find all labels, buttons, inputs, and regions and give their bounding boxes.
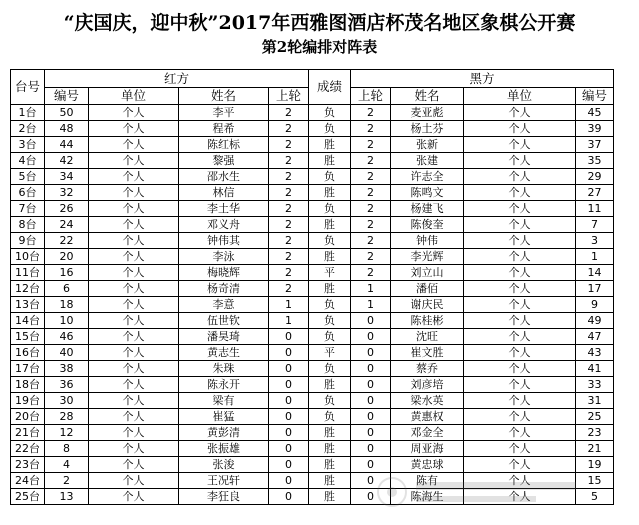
black-unit-cell: 个人: [464, 345, 576, 361]
red-unit-cell: 个人: [89, 313, 179, 329]
black-num-cell: 17: [576, 281, 614, 297]
table-row: [11, 265, 614, 281]
red-num-cell: 22: [45, 233, 89, 249]
black-num-cell: 5: [576, 489, 614, 505]
red-name-cell: 杨奇清: [179, 281, 269, 297]
black-name-cell: 陈桂彬: [391, 313, 464, 329]
black-num-cell: 19: [576, 457, 614, 473]
red-name-cell: 程希: [179, 121, 269, 137]
black-prev-cell: 2: [351, 265, 391, 281]
black-unit-cell: 个人: [464, 265, 576, 281]
board-cell: 23台: [11, 457, 45, 473]
red-prev-cell: 2: [269, 137, 309, 153]
red-name-cell: 邵水生: [179, 169, 269, 185]
red-prev-cell: 0: [269, 361, 309, 377]
red-num-cell: 13: [45, 489, 89, 505]
header-red-prev: 上轮: [269, 88, 309, 105]
black-name-cell: 梁水英: [391, 393, 464, 409]
black-prev-cell: 2: [351, 169, 391, 185]
red-unit-cell: 个人: [89, 233, 179, 249]
result-cell: 负: [309, 313, 351, 329]
red-name-cell: 李意: [179, 297, 269, 313]
red-prev-cell: 2: [269, 169, 309, 185]
black-prev-cell: 2: [351, 201, 391, 217]
black-prev-cell: 0: [351, 489, 391, 505]
result-cell: 胜: [309, 377, 351, 393]
red-prev-cell: 2: [269, 249, 309, 265]
result-cell: 胜: [309, 457, 351, 473]
red-name-cell: 黄彭清: [179, 425, 269, 441]
black-prev-cell: 2: [351, 121, 391, 137]
table-row: [11, 425, 614, 441]
table-row: [11, 281, 614, 297]
black-num-cell: 45: [576, 105, 614, 121]
result-cell: 胜: [309, 473, 351, 489]
table-row: [11, 329, 614, 345]
table-row: [11, 313, 614, 329]
red-num-cell: 10: [45, 313, 89, 329]
red-name-cell: 李平: [179, 105, 269, 121]
table-row: [11, 489, 614, 505]
black-unit-cell: 个人: [464, 313, 576, 329]
black-num-cell: 37: [576, 137, 614, 153]
result-cell: 胜: [309, 185, 351, 201]
black-name-cell: 杨土芬: [391, 121, 464, 137]
red-unit-cell: 个人: [89, 201, 179, 217]
red-num-cell: 32: [45, 185, 89, 201]
result-cell: 平: [309, 345, 351, 361]
header-red: 红方: [45, 70, 309, 88]
red-prev-cell: 2: [269, 185, 309, 201]
red-num-cell: 42: [45, 153, 89, 169]
black-prev-cell: 2: [351, 153, 391, 169]
board-cell: 17台: [11, 361, 45, 377]
red-unit-cell: 个人: [89, 169, 179, 185]
black-prev-cell: 0: [351, 425, 391, 441]
red-num-cell: 50: [45, 105, 89, 121]
red-unit-cell: 个人: [89, 265, 179, 281]
black-prev-cell: 0: [351, 441, 391, 457]
table-row: [11, 121, 614, 137]
board-cell: 22台: [11, 441, 45, 457]
black-name-cell: 张建: [391, 153, 464, 169]
result-cell: 负: [309, 409, 351, 425]
black-prev-cell: 2: [351, 105, 391, 121]
result-cell: 负: [309, 297, 351, 313]
black-unit-cell: 个人: [464, 249, 576, 265]
header-black-num: 编号: [576, 88, 614, 105]
black-name-cell: 潘佰: [391, 281, 464, 297]
board-cell: 2台: [11, 121, 45, 137]
black-prev-cell: 0: [351, 361, 391, 377]
black-prev-cell: 2: [351, 249, 391, 265]
result-cell: 胜: [309, 249, 351, 265]
board-cell: 12台: [11, 281, 45, 297]
red-unit-cell: 个人: [89, 105, 179, 121]
red-name-cell: 潘昊琦: [179, 329, 269, 345]
table-row: [11, 377, 614, 393]
result-cell: 胜: [309, 489, 351, 505]
black-unit-cell: 个人: [464, 105, 576, 121]
table-row: [11, 201, 614, 217]
black-name-cell: 蔡乔: [391, 361, 464, 377]
board-cell: 7台: [11, 201, 45, 217]
red-unit-cell: 个人: [89, 153, 179, 169]
black-name-cell: 陈海生: [391, 489, 464, 505]
red-unit-cell: 个人: [89, 249, 179, 265]
red-prev-cell: 0: [269, 489, 309, 505]
black-num-cell: 3: [576, 233, 614, 249]
black-num-cell: 9: [576, 297, 614, 313]
black-prev-cell: 0: [351, 377, 391, 393]
red-unit-cell: 个人: [89, 409, 179, 425]
board-cell: 16台: [11, 345, 45, 361]
board-cell: 6台: [11, 185, 45, 201]
red-num-cell: 28: [45, 409, 89, 425]
black-name-cell: 张新: [391, 137, 464, 153]
red-prev-cell: 0: [269, 441, 309, 457]
red-prev-cell: 0: [269, 345, 309, 361]
red-unit-cell: 个人: [89, 121, 179, 137]
red-name-cell: 王况轩: [179, 473, 269, 489]
red-unit-cell: 个人: [89, 361, 179, 377]
red-unit-cell: 个人: [89, 345, 179, 361]
black-unit-cell: 个人: [464, 425, 576, 441]
red-prev-cell: 1: [269, 313, 309, 329]
red-num-cell: 46: [45, 329, 89, 345]
page-subtitle: 第2轮编排对阵表: [261, 38, 378, 56]
result-cell: 平: [309, 265, 351, 281]
black-unit-cell: 个人: [464, 217, 576, 233]
black-num-cell: 23: [576, 425, 614, 441]
result-cell: 胜: [309, 281, 351, 297]
black-num-cell: 31: [576, 393, 614, 409]
red-prev-cell: 1: [269, 297, 309, 313]
red-name-cell: 黄志生: [179, 345, 269, 361]
red-unit-cell: 个人: [89, 217, 179, 233]
black-prev-cell: 1: [351, 281, 391, 297]
header-red-unit: 单位: [89, 88, 179, 105]
red-name-cell: 黎强: [179, 153, 269, 169]
result-cell: 负: [309, 121, 351, 137]
result-cell: 负: [309, 393, 351, 409]
black-prev-cell: 0: [351, 457, 391, 473]
header-row-groups: [11, 70, 614, 88]
red-name-cell: 梁有: [179, 393, 269, 409]
red-prev-cell: 0: [269, 473, 309, 489]
board-cell: 19台: [11, 393, 45, 409]
table-row: [11, 169, 614, 185]
black-unit-cell: 个人: [464, 137, 576, 153]
board-cell: 4台: [11, 153, 45, 169]
black-prev-cell: 2: [351, 185, 391, 201]
table-row: [11, 185, 614, 201]
header-result: 成绩: [309, 70, 351, 105]
board-cell: 11台: [11, 265, 45, 281]
black-name-cell: 刘立山: [391, 265, 464, 281]
red-num-cell: 6: [45, 281, 89, 297]
result-cell: 胜: [309, 217, 351, 233]
board-cell: 24台: [11, 473, 45, 489]
black-name-cell: 谢庆民: [391, 297, 464, 313]
table-row: [11, 441, 614, 457]
red-name-cell: 伍世钦: [179, 313, 269, 329]
table-row: [11, 137, 614, 153]
black-num-cell: 11: [576, 201, 614, 217]
red-name-cell: 张振雄: [179, 441, 269, 457]
black-prev-cell: 2: [351, 217, 391, 233]
red-name-cell: 邓义舟: [179, 217, 269, 233]
table-row: [11, 393, 614, 409]
red-name-cell: 陈红标: [179, 137, 269, 153]
table-row: [11, 297, 614, 313]
header-black: 黑方: [351, 70, 614, 88]
red-prev-cell: 2: [269, 233, 309, 249]
result-cell: 负: [309, 169, 351, 185]
red-prev-cell: 0: [269, 393, 309, 409]
board-cell: 18台: [11, 377, 45, 393]
red-name-cell: 李狂良: [179, 489, 269, 505]
black-num-cell: 35: [576, 153, 614, 169]
black-prev-cell: 0: [351, 473, 391, 489]
black-num-cell: 27: [576, 185, 614, 201]
red-name-cell: 林信: [179, 185, 269, 201]
black-name-cell: 沈旺: [391, 329, 464, 345]
header-black-prev: 上轮: [351, 88, 391, 105]
black-name-cell: 邓金全: [391, 425, 464, 441]
board-cell: 3台: [11, 137, 45, 153]
black-name-cell: 杨建飞: [391, 201, 464, 217]
red-num-cell: 44: [45, 137, 89, 153]
black-unit-cell: 个人: [464, 473, 576, 489]
page-title: “庆国庆，迎中秋”2017年西雅图酒店杯茂名地区象棋公开赛: [63, 12, 576, 34]
black-num-cell: 1: [576, 249, 614, 265]
black-num-cell: 43: [576, 345, 614, 361]
black-name-cell: 陈鸣文: [391, 185, 464, 201]
board-cell: 20台: [11, 409, 45, 425]
red-num-cell: 34: [45, 169, 89, 185]
board-cell: 21台: [11, 425, 45, 441]
red-num-cell: 24: [45, 217, 89, 233]
pairing-rows: [11, 105, 614, 505]
red-unit-cell: 个人: [89, 425, 179, 441]
red-prev-cell: 2: [269, 105, 309, 121]
red-prev-cell: 0: [269, 377, 309, 393]
red-unit-cell: 个人: [89, 441, 179, 457]
table-row: [11, 217, 614, 233]
header-board: 台号: [11, 70, 45, 105]
table-row: [11, 457, 614, 473]
black-unit-cell: 个人: [464, 121, 576, 137]
black-num-cell: 7: [576, 217, 614, 233]
red-unit-cell: 个人: [89, 473, 179, 489]
result-cell: 负: [309, 105, 351, 121]
black-unit-cell: 个人: [464, 201, 576, 217]
pairing-table: [10, 69, 614, 505]
black-unit-cell: 个人: [464, 409, 576, 425]
board-cell: 1台: [11, 105, 45, 121]
red-name-cell: 李土华: [179, 201, 269, 217]
result-cell: 胜: [309, 153, 351, 169]
black-num-cell: 47: [576, 329, 614, 345]
black-name-cell: 陈有: [391, 473, 464, 489]
red-prev-cell: 2: [269, 217, 309, 233]
red-num-cell: 20: [45, 249, 89, 265]
board-cell: 25台: [11, 489, 45, 505]
header-black-unit: 单位: [464, 88, 576, 105]
black-unit-cell: 个人: [464, 169, 576, 185]
result-cell: 负: [309, 329, 351, 345]
red-unit-cell: 个人: [89, 281, 179, 297]
black-unit-cell: 个人: [464, 153, 576, 169]
black-unit-cell: 个人: [464, 377, 576, 393]
board-cell: 5台: [11, 169, 45, 185]
table-row: [11, 105, 614, 121]
black-unit-cell: 个人: [464, 329, 576, 345]
black-num-cell: 49: [576, 313, 614, 329]
red-num-cell: 16: [45, 265, 89, 281]
black-unit-cell: 个人: [464, 361, 576, 377]
red-num-cell: 26: [45, 201, 89, 217]
red-name-cell: 陈永开: [179, 377, 269, 393]
red-unit-cell: 个人: [89, 377, 179, 393]
red-prev-cell: 0: [269, 329, 309, 345]
board-cell: 9台: [11, 233, 45, 249]
red-name-cell: 崔猛: [179, 409, 269, 425]
black-unit-cell: 个人: [464, 281, 576, 297]
board-cell: 8台: [11, 217, 45, 233]
black-unit-cell: 个人: [464, 297, 576, 313]
red-unit-cell: 个人: [89, 457, 179, 473]
black-unit-cell: 个人: [464, 185, 576, 201]
black-name-cell: 黄惠权: [391, 409, 464, 425]
table-row: [11, 233, 614, 249]
result-cell: 胜: [309, 425, 351, 441]
red-prev-cell: 0: [269, 409, 309, 425]
black-num-cell: 29: [576, 169, 614, 185]
result-cell: 负: [309, 201, 351, 217]
table-row: [11, 345, 614, 361]
black-prev-cell: 0: [351, 409, 391, 425]
table-row: [11, 249, 614, 265]
table-row: [11, 409, 614, 425]
black-name-cell: 崔文胜: [391, 345, 464, 361]
red-num-cell: 38: [45, 361, 89, 377]
black-prev-cell: 1: [351, 297, 391, 313]
black-unit-cell: 个人: [464, 233, 576, 249]
red-name-cell: 李泳: [179, 249, 269, 265]
header-red-num: 编号: [45, 88, 89, 105]
red-name-cell: 张浚: [179, 457, 269, 473]
red-prev-cell: 2: [269, 265, 309, 281]
red-num-cell: 4: [45, 457, 89, 473]
red-num-cell: 2: [45, 473, 89, 489]
black-unit-cell: 个人: [464, 489, 576, 505]
table-row: [11, 153, 614, 169]
red-prev-cell: 2: [269, 281, 309, 297]
red-num-cell: 12: [45, 425, 89, 441]
red-unit-cell: 个人: [89, 185, 179, 201]
result-cell: 胜: [309, 441, 351, 457]
black-name-cell: 刘彦培: [391, 377, 464, 393]
red-name-cell: 朱珠: [179, 361, 269, 377]
red-prev-cell: 2: [269, 153, 309, 169]
board-cell: 15台: [11, 329, 45, 345]
black-prev-cell: 0: [351, 313, 391, 329]
black-unit-cell: 个人: [464, 393, 576, 409]
red-unit-cell: 个人: [89, 393, 179, 409]
black-name-cell: 周亚海: [391, 441, 464, 457]
red-num-cell: 40: [45, 345, 89, 361]
red-num-cell: 36: [45, 377, 89, 393]
red-prev-cell: 0: [269, 425, 309, 441]
black-num-cell: 39: [576, 121, 614, 137]
red-prev-cell: 2: [269, 201, 309, 217]
black-prev-cell: 0: [351, 329, 391, 345]
red-num-cell: 48: [45, 121, 89, 137]
black-unit-cell: 个人: [464, 457, 576, 473]
table-row: [11, 473, 614, 489]
black-prev-cell: 2: [351, 233, 391, 249]
black-num-cell: 33: [576, 377, 614, 393]
board-cell: 10台: [11, 249, 45, 265]
red-num-cell: 30: [45, 393, 89, 409]
black-name-cell: 钟伟: [391, 233, 464, 249]
result-cell: 胜: [309, 137, 351, 153]
red-prev-cell: 0: [269, 457, 309, 473]
board-cell: 14台: [11, 313, 45, 329]
black-prev-cell: 0: [351, 393, 391, 409]
board-cell: 13台: [11, 297, 45, 313]
header-red-name: 姓名: [179, 88, 269, 105]
black-num-cell: 15: [576, 473, 614, 489]
red-prev-cell: 2: [269, 121, 309, 137]
table-row: [11, 361, 614, 377]
red-num-cell: 8: [45, 441, 89, 457]
black-name-cell: 许志全: [391, 169, 464, 185]
black-num-cell: 41: [576, 361, 614, 377]
red-unit-cell: 个人: [89, 137, 179, 153]
red-unit-cell: 个人: [89, 329, 179, 345]
black-name-cell: 陈俊奎: [391, 217, 464, 233]
red-unit-cell: 个人: [89, 297, 179, 313]
red-unit-cell: 个人: [89, 489, 179, 505]
black-name-cell: 黄忠球: [391, 457, 464, 473]
black-num-cell: 21: [576, 441, 614, 457]
red-name-cell: 钟伟其: [179, 233, 269, 249]
black-num-cell: 14: [576, 265, 614, 281]
black-name-cell: 李光辉: [391, 249, 464, 265]
red-num-cell: 18: [45, 297, 89, 313]
black-num-cell: 25: [576, 409, 614, 425]
result-cell: 负: [309, 361, 351, 377]
red-name-cell: 梅晓辉: [179, 265, 269, 281]
result-cell: 负: [309, 233, 351, 249]
black-unit-cell: 个人: [464, 441, 576, 457]
black-prev-cell: 2: [351, 137, 391, 153]
black-prev-cell: 0: [351, 345, 391, 361]
black-name-cell: 麦亚彪: [391, 105, 464, 121]
header-black-name: 姓名: [391, 88, 464, 105]
